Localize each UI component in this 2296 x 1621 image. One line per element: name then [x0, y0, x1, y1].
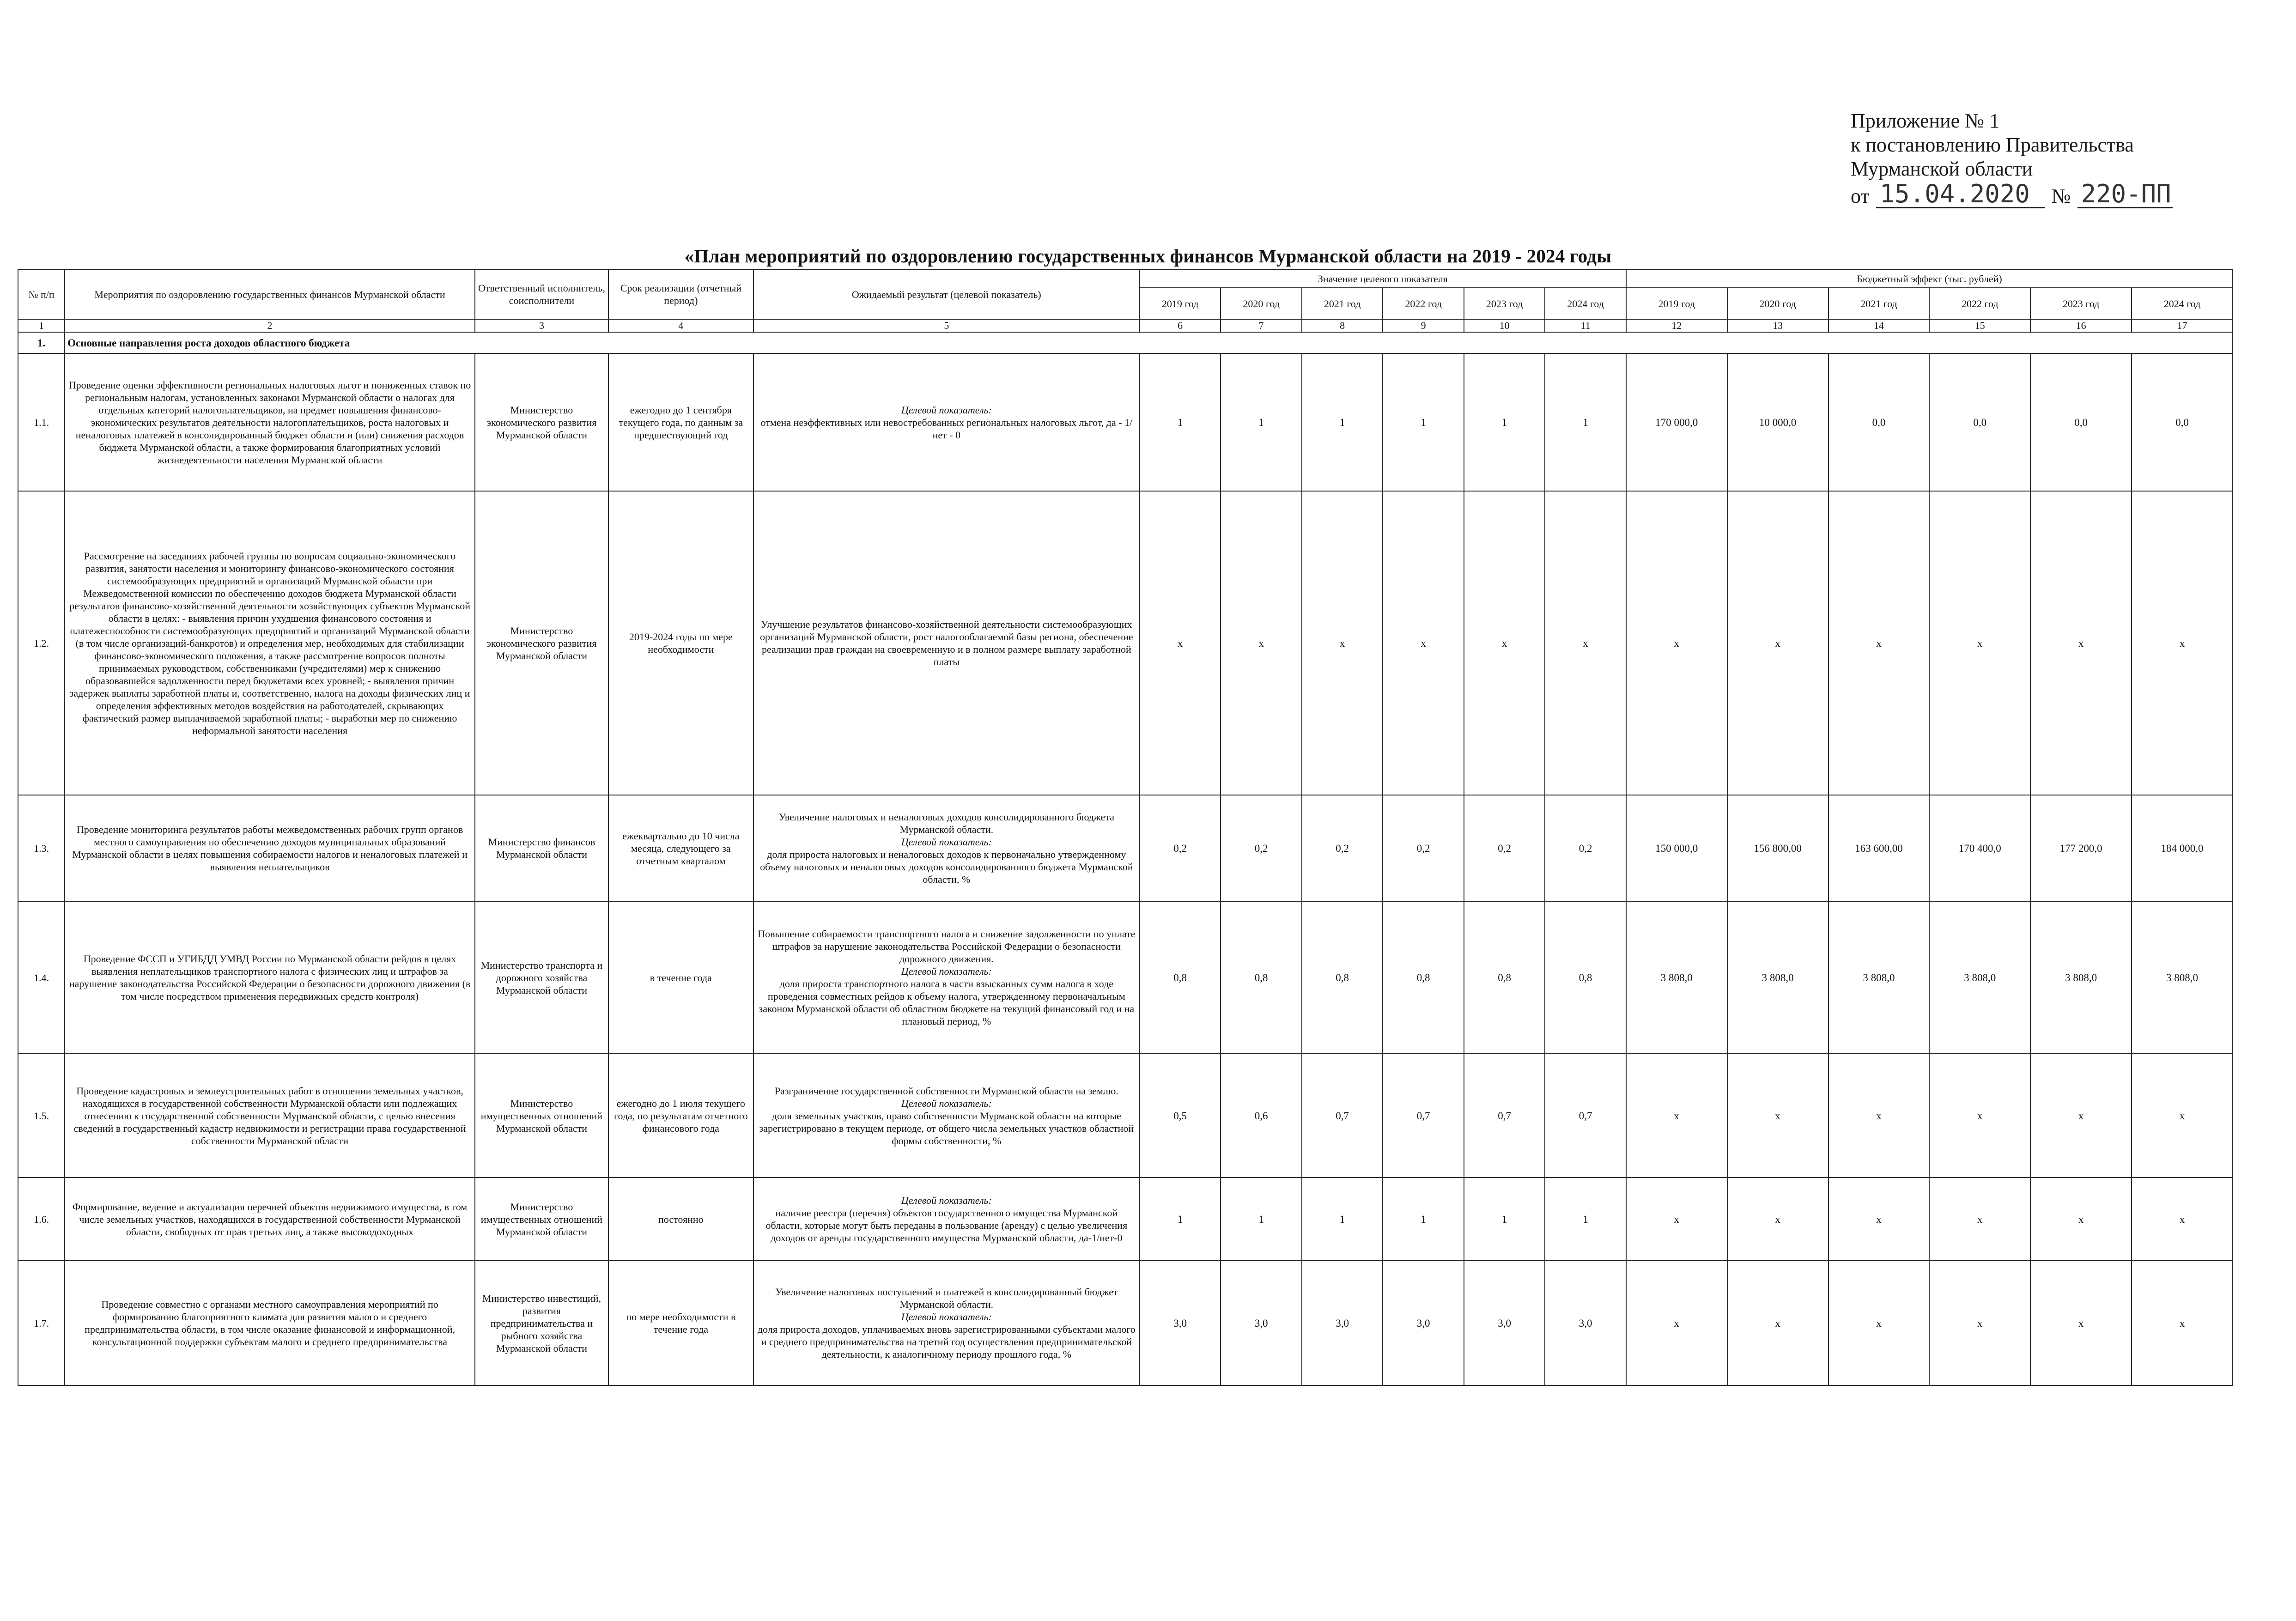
budget-year-header: 2020 год: [1727, 288, 1828, 319]
document-title: «План мероприятий по оздоровлению государственных финансов Мурманской области на 2019 - 2024 годы: [684, 245, 1612, 267]
measure-cell: Проведение оценки эффективности региональных налоговых льгот и пониженных ставок по региональным налогам, установленных законами Мурманской области о налогах для отдельных категорий налогоплательщиков, на предмет повышения финансово-экономических результатов деятельности налогоплательщиков, роста налоговых и неналоговых платежей в консолидированный бюджет области и (или) снижения расходов бюджета Мурманской области, а также формирования благоприятных условий жизнедеятельности населения Мурманской области: [65, 353, 475, 491]
row-number: 1.2.: [18, 491, 65, 795]
target-value-cell: 0,8: [1464, 901, 1545, 1054]
budget-effect-cell: 156 800,00: [1727, 795, 1828, 901]
deadline-cell: ежеквартально до 10 числа месяца, следующего за отчетным кварталом: [608, 795, 753, 901]
result-cell: [753, 1054, 1140, 1178]
target-value-cell: 0,8: [1221, 901, 1301, 1054]
table-row: [18, 795, 2233, 901]
result-indicator-text: доля прироста транспортного налога в части взысканных сумм налога в ходе проведения совместных рейдов к объему налога, утвержденному первоначальным законом Мурманской области об областном бюджете на текущий финансовый год и на плановый период, %: [759, 978, 1135, 1027]
budget-effect-cell: x: [1727, 491, 1828, 795]
appendix-block: [1851, 109, 2216, 208]
budget-effect-cell: x: [1727, 1178, 1828, 1261]
result-indicator-text: доля прироста налоговых и неналоговых доходов к первоначально утвержденному объему налоговых и неналоговых доходов консолидированного бюджета Мурманской области, %: [760, 849, 1133, 885]
executor-cell: Министерство имущественных отношений Мурманской области: [475, 1054, 608, 1178]
budget-effect-cell: x: [1929, 1261, 2030, 1385]
result-indicator-text: наличие реестра (перечня) объектов государственного имущества Мурманской области, которые могут быть переданы в пользование (аренду) с целью увеличения доходов от аренды государственного имущества Мурманской области, да-1/нет-0: [765, 1207, 1128, 1244]
executor-cell: Министерство экономического развития Мурманской области: [475, 353, 608, 491]
row-number: 1.7.: [18, 1261, 65, 1385]
budget-effect-cell: x: [1626, 491, 1727, 795]
budget-effect-cell: x: [2132, 491, 2233, 795]
budget-effect-cell: 3 808,0: [1626, 901, 1727, 1054]
result-cell: [753, 491, 1140, 795]
target-value-cell: x: [1140, 491, 1221, 795]
measure-cell: Проведение кадастровых и землеустроительных работ в отношении земельных участков, находящихся в государственной собственности Мурманской области или подлежащих отнесению к государственной собственности Мурманской области, с целью внесения сведений в государственный кадастр недвижимости и регистрации права государственной собственности Мурманской области: [65, 1054, 475, 1178]
column-number-cell: 13: [1727, 319, 1828, 332]
header-num: № п/п: [18, 269, 65, 319]
executor-cell: Министерство имущественных отношений Мурманской области: [475, 1178, 608, 1261]
target-value-cell: 0,2: [1545, 795, 1626, 901]
target-value-cell: x: [1464, 491, 1545, 795]
result-indicator-label: Целевой показатель:: [901, 1195, 992, 1206]
target-value-cell: 1: [1221, 1178, 1301, 1261]
column-number-cell: 2: [65, 319, 475, 332]
target-year-header: 2022 год: [1383, 288, 1464, 319]
budget-effect-cell: x: [2030, 1054, 2132, 1178]
column-number-cell: 11: [1545, 319, 1626, 332]
plan-body: [18, 332, 2233, 1385]
target-value-cell: 1: [1140, 353, 1221, 491]
deadline-cell: по мере необходимости в течение года: [608, 1261, 753, 1385]
row-number: 1.5.: [18, 1054, 65, 1178]
target-value-cell: 0,7: [1464, 1054, 1545, 1178]
appendix-line-2: к постановлению Правительства: [1851, 134, 2134, 156]
result-text: Увеличение налоговых поступлений и платежей в консолидированный бюджет Мурманской области.: [775, 1286, 1118, 1310]
budget-effect-cell: 3 808,0: [2132, 901, 2233, 1054]
result-cell: [753, 795, 1140, 901]
budget-year-header: 2023 год: [2030, 288, 2132, 319]
result-indicator-label: Целевой показатель:: [901, 1097, 992, 1109]
row-number: 1.1.: [18, 353, 65, 491]
header-measure: Мероприятия по оздоровлению государственных финансов Мурманской области: [65, 269, 475, 319]
result-text: Разграничение государственной собственности Мурманской области на землю.: [774, 1085, 1118, 1097]
target-value-cell: 0,2: [1221, 795, 1301, 901]
table-row: [18, 1054, 2233, 1178]
budget-effect-cell: x: [1828, 491, 1930, 795]
result-cell: [753, 1178, 1140, 1261]
target-year-header: 2024 год: [1545, 288, 1626, 319]
deadline-cell: ежегодно до 1 июля текущего года, по результатам отчетного финансового года: [608, 1054, 753, 1178]
column-number-cell: 14: [1828, 319, 1930, 332]
budget-effect-cell: x: [1929, 491, 2030, 795]
budget-effect-cell: 0,0: [2030, 353, 2132, 491]
deadline-cell: 2019-2024 годы по мере необходимости: [608, 491, 753, 795]
table-row: [18, 1178, 2233, 1261]
result-indicator-label: Целевой показатель:: [901, 1311, 992, 1323]
target-value-cell: x: [1302, 491, 1383, 795]
column-number-cell: 9: [1383, 319, 1464, 332]
result-text: Увеличение налоговых и неналоговых доходов консолидированного бюджета Мурманской области.: [778, 811, 1114, 835]
budget-effect-cell: 3 808,0: [1727, 901, 1828, 1054]
target-value-cell: 0,5: [1140, 1054, 1221, 1178]
budget-effect-cell: x: [2132, 1178, 2233, 1261]
budget-effect-cell: x: [1626, 1261, 1727, 1385]
result-cell: [753, 1261, 1140, 1385]
result-text: Улучшение результатов финансово-хозяйственной деятельности системообразующих организаций Мурманской области, рост налогооблагаемой базы региона, обеспечение реализации прав граждан на своевременную и в полном размере выплату заработной платы: [760, 619, 1133, 668]
budget-effect-cell: x: [1828, 1178, 1930, 1261]
budget-effect-cell: x: [1727, 1054, 1828, 1178]
budget-effect-cell: x: [2030, 491, 2132, 795]
target-value-cell: 0,7: [1302, 1054, 1383, 1178]
budget-effect-cell: 10 000,0: [1727, 353, 1828, 491]
column-number-cell: 3: [475, 319, 608, 332]
budget-effect-cell: 0,0: [1929, 353, 2030, 491]
appendix-line-1: Приложение № 1: [1851, 109, 2000, 132]
target-value-cell: 0,8: [1140, 901, 1221, 1054]
header-executor: Ответственный исполнитель, соисполнители: [475, 269, 608, 319]
target-value-cell: 0,7: [1545, 1054, 1626, 1178]
row-number: 1.6.: [18, 1178, 65, 1261]
column-number-row: [18, 319, 2233, 332]
target-value-cell: x: [1545, 491, 1626, 795]
budget-effect-cell: 3 808,0: [2030, 901, 2132, 1054]
row-number: 1.3.: [18, 795, 65, 901]
target-value-cell: 3,0: [1302, 1261, 1383, 1385]
result-indicator-text: отмена неэффективных или невостребованных региональных налоговых льгот, да - 1/нет - 0: [760, 416, 1133, 441]
section-number: 1.: [18, 332, 65, 353]
budget-effect-cell: 170 000,0: [1626, 353, 1727, 491]
measure-cell: Проведение ФССП и УГИБДД УМВД России по Мурманской области рейдов в целях выявления неплательщиков транспортного налога с физических лиц и штрафов за нарушение законодательства Российской Федерации о безопасности дорожного движения (в том числе посредством применения передвижных средств контроля): [65, 901, 475, 1054]
section-title: Основные направления роста доходов областного бюджета: [65, 332, 2233, 353]
column-number-cell: 16: [2030, 319, 2132, 332]
budget-effect-cell: x: [1929, 1178, 2030, 1261]
result-indicator-text: доля земельных участков, право собственности Мурманской области на которые зарегистрировано в текущем периоде, от общего числа земельных участков областной формы собственности, %: [759, 1110, 1134, 1147]
target-value-cell: x: [1221, 491, 1301, 795]
target-year-header: 2019 год: [1140, 288, 1221, 319]
table-row: [18, 491, 2233, 795]
result-indicator-label: Целевой показатель:: [901, 404, 992, 416]
header-deadline: Срок реализации (отчетный период): [608, 269, 753, 319]
target-value-cell: 1: [1383, 353, 1464, 491]
budget-effect-cell: x: [2030, 1178, 2132, 1261]
measure-cell: Формирование, ведение и актуализация перечней объектов недвижимого имущества, в том числе земельных участков, находящихся в государственной собственности Мурманской области, свободных от прав третьих лиц, а также высокодоходных: [65, 1178, 475, 1261]
column-number-cell: 4: [608, 319, 753, 332]
budget-effect-cell: x: [1929, 1054, 2030, 1178]
target-value-cell: 3,0: [1464, 1261, 1545, 1385]
budget-effect-cell: x: [2030, 1261, 2132, 1385]
decree-date: 15.04.2020: [1876, 181, 2045, 208]
column-number-cell: 7: [1221, 319, 1301, 332]
row-number: 1.4.: [18, 901, 65, 1054]
budget-effect-cell: 177 200,0: [2030, 795, 2132, 901]
target-value-cell: 0,2: [1464, 795, 1545, 901]
result-cell: [753, 353, 1140, 491]
budget-effect-cell: 184 000,0: [2132, 795, 2233, 901]
target-value-cell: 3,0: [1383, 1261, 1464, 1385]
executor-cell: Министерство экономического развития Мурманской области: [475, 491, 608, 795]
table-row: [18, 1261, 2233, 1385]
column-number-cell: 10: [1464, 319, 1545, 332]
decree-number: 220-ПП: [2077, 181, 2173, 208]
measure-cell: Рассмотрение на заседаниях рабочей группы по вопросам социально-экономического развития, занятости населения и мониторингу финансово-экономического состояния системообразующих предприятий и организаций Мурманской области при Межведомственной комиссии по обеспечению доходов бюджета Мурманской области результатов финансово-хозяйственной деятельности хозяйствующих субъектов Мурманской области в целях: - выявления причин ухудшения финансового состояния и платежеспособности системообразующих предприятий и организаций Мурманской области (в том числе организаций-банкротов) и определения мер, необходимых для стабилизации финансово-экономического положения, а также рассмотрение вопросов полноты принимаемых руководством, собственниками (учредителями) мер к снижению образовавшейся задолженности перед бюджетами всех уровней; - выявления причин задержек выплаты заработной платы и, соответственно, налога на доходы физических лиц и определения эффективных методов воздействия на работодателей, скрывающих фактический размер выплачиваемой заработной платы; - выработки мер по снижению неформальной занятости населения: [65, 491, 475, 795]
deadline-cell: в течение года: [608, 901, 753, 1054]
column-number-cell: 17: [2132, 319, 2233, 332]
budget-effect-cell: x: [2132, 1261, 2233, 1385]
measure-cell: Проведение мониторинга результатов работы межведомственных рабочих групп органов местного самоуправления по обеспечению доходов муниципальных образований Мурманской области в целях повышения собираемости налогов и неналоговых платежей и выявления неплательщиков: [65, 795, 475, 901]
appendix-date-line: [1851, 181, 2216, 208]
budget-effect-cell: 0,0: [2132, 353, 2233, 491]
budget-effect-cell: x: [2132, 1054, 2233, 1178]
budget-effect-cell: 170 400,0: [1929, 795, 2030, 901]
budget-year-header: 2022 год: [1929, 288, 2030, 319]
measure-cell: Проведение совместно с органами местного самоуправления мероприятий по формированию благоприятного климата для развития малого и среднего предпринимательства области, в том числе оказание финансовой и информационной, консультационной поддержки субъектам малого и среднего предпринимательства: [65, 1261, 475, 1385]
budget-effect-cell: x: [1626, 1178, 1727, 1261]
table-row: [18, 353, 2233, 491]
target-year-header: 2020 год: [1221, 288, 1301, 319]
target-value-cell: 1: [1221, 353, 1301, 491]
plan-table: [18, 269, 2233, 1386]
header-result: Ожидаемый результат (целевой показатель): [753, 269, 1140, 319]
budget-effect-cell: 163 600,00: [1828, 795, 1930, 901]
budget-effect-cell: x: [1727, 1261, 1828, 1385]
target-value-cell: 1: [1140, 1178, 1221, 1261]
target-value-cell: 3,0: [1545, 1261, 1626, 1385]
budget-year-header: 2019 год: [1626, 288, 1727, 319]
target-value-cell: 0,7: [1383, 1054, 1464, 1178]
deadline-cell: ежегодно до 1 сентября текущего года, по данным за предшествующий год: [608, 353, 753, 491]
target-value-cell: 1: [1545, 353, 1626, 491]
column-number-cell: 8: [1302, 319, 1383, 332]
target-value-cell: 1: [1302, 353, 1383, 491]
target-value-cell: 3,0: [1140, 1261, 1221, 1385]
target-value-cell: 0,2: [1140, 795, 1221, 901]
header-budget-group: Бюджетный эффект (тыс. рублей): [1626, 269, 2233, 288]
target-value-cell: 3,0: [1221, 1261, 1301, 1385]
executor-cell: Министерство финансов Мурманской области: [475, 795, 608, 901]
budget-year-header: 2021 год: [1828, 288, 1930, 319]
section-row: [18, 332, 2233, 353]
result-text: Повышение собираемости транспортного налога и снижение задолженности по уплате штрафов за нарушение законодательства Российской Федерации о безопасности дорожного движения.: [758, 928, 1136, 965]
budget-year-header: 2024 год: [2132, 288, 2233, 319]
budget-effect-cell: 150 000,0: [1626, 795, 1727, 901]
column-number-cell: 12: [1626, 319, 1727, 332]
target-value-cell: 0,8: [1545, 901, 1626, 1054]
column-number-cell: 5: [753, 319, 1140, 332]
target-value-cell: 0,2: [1383, 795, 1464, 901]
result-indicator-text: доля прироста доходов, уплачиваемых вновь зарегистрированными субъектами малого и среднего предпринимательства на третий год осуществления предпринимательской деятельности, к аналогичному периоду прошлого года, %: [757, 1324, 1136, 1360]
result-indicator-label: Целевой показатель:: [901, 836, 992, 848]
executor-cell: Министерство транспорта и дорожного хозяйства Мурманской области: [475, 901, 608, 1054]
target-value-cell: 1: [1302, 1178, 1383, 1261]
target-value-cell: 1: [1464, 353, 1545, 491]
column-number-cell: 15: [1929, 319, 2030, 332]
executor-cell: Министерство инвестиций, развития предпринимательства и рыбного хозяйства Мурманской области: [475, 1261, 608, 1385]
header-row-1: [18, 269, 2233, 288]
column-number-cell: 1: [18, 319, 65, 332]
budget-effect-cell: x: [1828, 1261, 1930, 1385]
header-target-group: Значение целевого показателя: [1140, 269, 1626, 288]
target-year-header: 2023 год: [1464, 288, 1545, 319]
result-cell: [753, 901, 1140, 1054]
appendix-line-3: Мурманской области: [1851, 158, 2033, 180]
number-prefix: №: [2051, 185, 2071, 207]
budget-effect-cell: 3 808,0: [1828, 901, 1930, 1054]
result-indicator-label: Целевой показатель:: [901, 965, 992, 977]
target-year-header: 2021 год: [1302, 288, 1383, 319]
target-value-cell: 1: [1464, 1178, 1545, 1261]
target-value-cell: 0,6: [1221, 1054, 1301, 1178]
budget-effect-cell: x: [1828, 1054, 1930, 1178]
target-value-cell: x: [1383, 491, 1464, 795]
target-value-cell: 0,2: [1302, 795, 1383, 901]
budget-effect-cell: x: [1626, 1054, 1727, 1178]
budget-effect-cell: 0,0: [1828, 353, 1930, 491]
table-row: [18, 901, 2233, 1054]
deadline-cell: постоянно: [608, 1178, 753, 1261]
target-value-cell: 0,8: [1383, 901, 1464, 1054]
date-prefix: от: [1851, 185, 1870, 207]
target-value-cell: 1: [1545, 1178, 1626, 1261]
budget-effect-cell: 3 808,0: [1929, 901, 2030, 1054]
target-value-cell: 1: [1383, 1178, 1464, 1261]
column-number-cell: 6: [1140, 319, 1221, 332]
target-value-cell: 0,8: [1302, 901, 1383, 1054]
